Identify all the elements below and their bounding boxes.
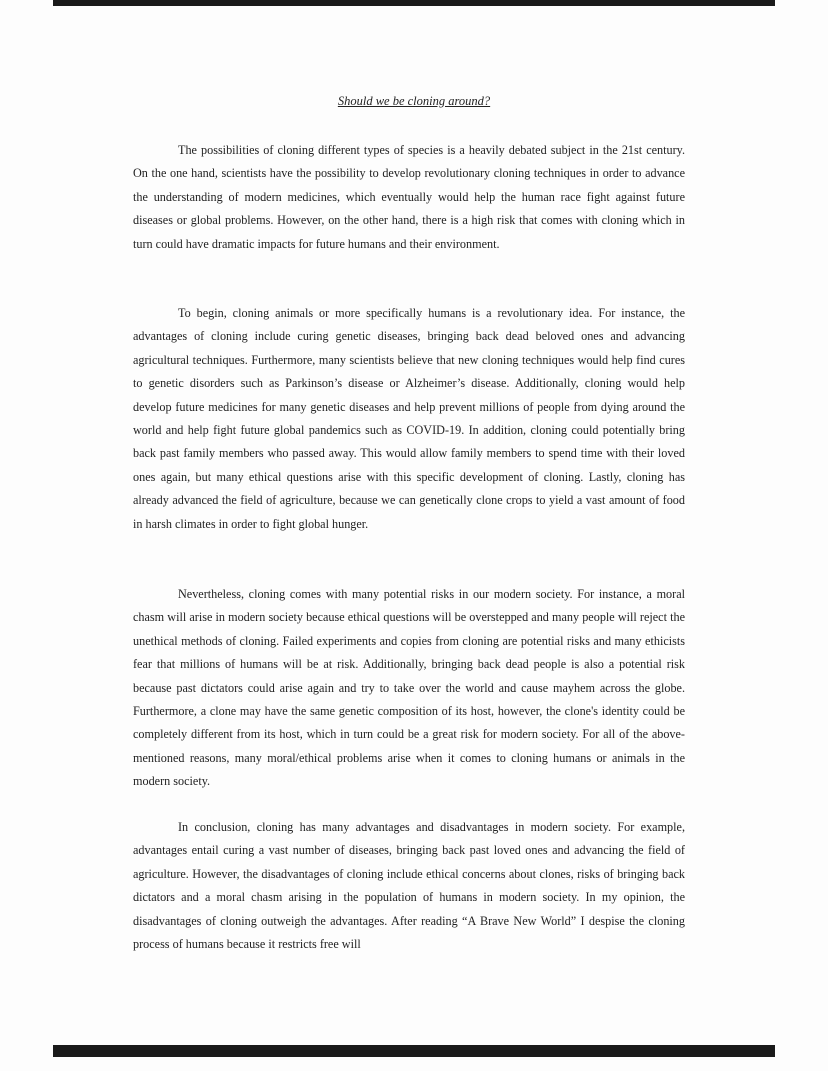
document-title: Should we be cloning around? xyxy=(337,94,491,108)
paragraph-text: In conclusion, cloning has many advantages and disadvantages in modern society. For example, advantages entail curing a vast number of diseases, bringing back past loved ones and advancing the field of agriculture. However, the disadvantages of cloning include ethical concerns about clones, risks of bringing back dictators and a moral chasm arising in the population of humans in modern society. In my opinion, the disadvantages of cloning outweigh the advantages. After reading “A Brave New World” I despise the cloning process of humans because it restricts free will xyxy=(133,820,685,952)
paragraph-conclusion xyxy=(133,816,685,956)
paragraph-text: To begin, cloning animals or more specifically humans is a revolutionary idea. For instance, the advantages of cloning include curing genetic diseases, bringing back dead beloved ones and advancing agricultural techniques. Furthermore, many scientists believe that new cloning techniques would help find cures to genetic disorders such as Parkinson’s disease or Alzheimer’s disease. Additionally, cloning would help develop future medicines for many genetic diseases and help prevent millions of people from dying around the world and help fight future global pandemics such as COVID-19. In addition, cloning could potentially bring back past family members who passed away. This would allow family members to spend time with their loved ones again, but many ethical questions arise with this specific development of cloning. Lastly, cloning has already advanced the field of agriculture, because we can genetically clone crops to yield a vast amount of food in harsh climates in order to fight global hunger. xyxy=(133,306,685,531)
bottom-edge-bar xyxy=(53,1045,775,1057)
top-edge-bar xyxy=(53,0,775,6)
paragraph-text: Nevertheless, cloning comes with many potential risks in our modern society. For instance, a moral chasm will arise in modern society because ethical questions will be overstepped and many people will reject the unethical methods of cloning. Failed experiments and copies from cloning are potential risks and many ethicists fear that millions of humans will be at risk. Additionally, bringing back dead people is also a potential risk because past dictators could arise again and try to take over the world and cause mayhem across the globe. Furthermore, a clone may have the same genetic composition of its host, however, the clone's identity could be completely different from its host, which in turn could be a great risk for modern society. For all of the above-mentioned reasons, many moral/ethical problems arise when it comes to cloning humans or animals in the modern society. xyxy=(133,587,685,789)
paragraph-advantages xyxy=(133,302,685,536)
paragraph-text: The possibilities of cloning different types of species is a heavily debated subject in the 21st century. On the one hand, scientists have the possibility to develop revolutionary cloning techniques in order to advance the understanding of modern medicines, which eventually would help the human race fight against future diseases or global problems. However, on the other hand, there is a high risk that comes with cloning which in turn could have dramatic impacts for future humans and their environment. xyxy=(133,143,685,251)
paragraph-intro xyxy=(133,139,685,256)
paragraph-risks xyxy=(133,583,685,794)
